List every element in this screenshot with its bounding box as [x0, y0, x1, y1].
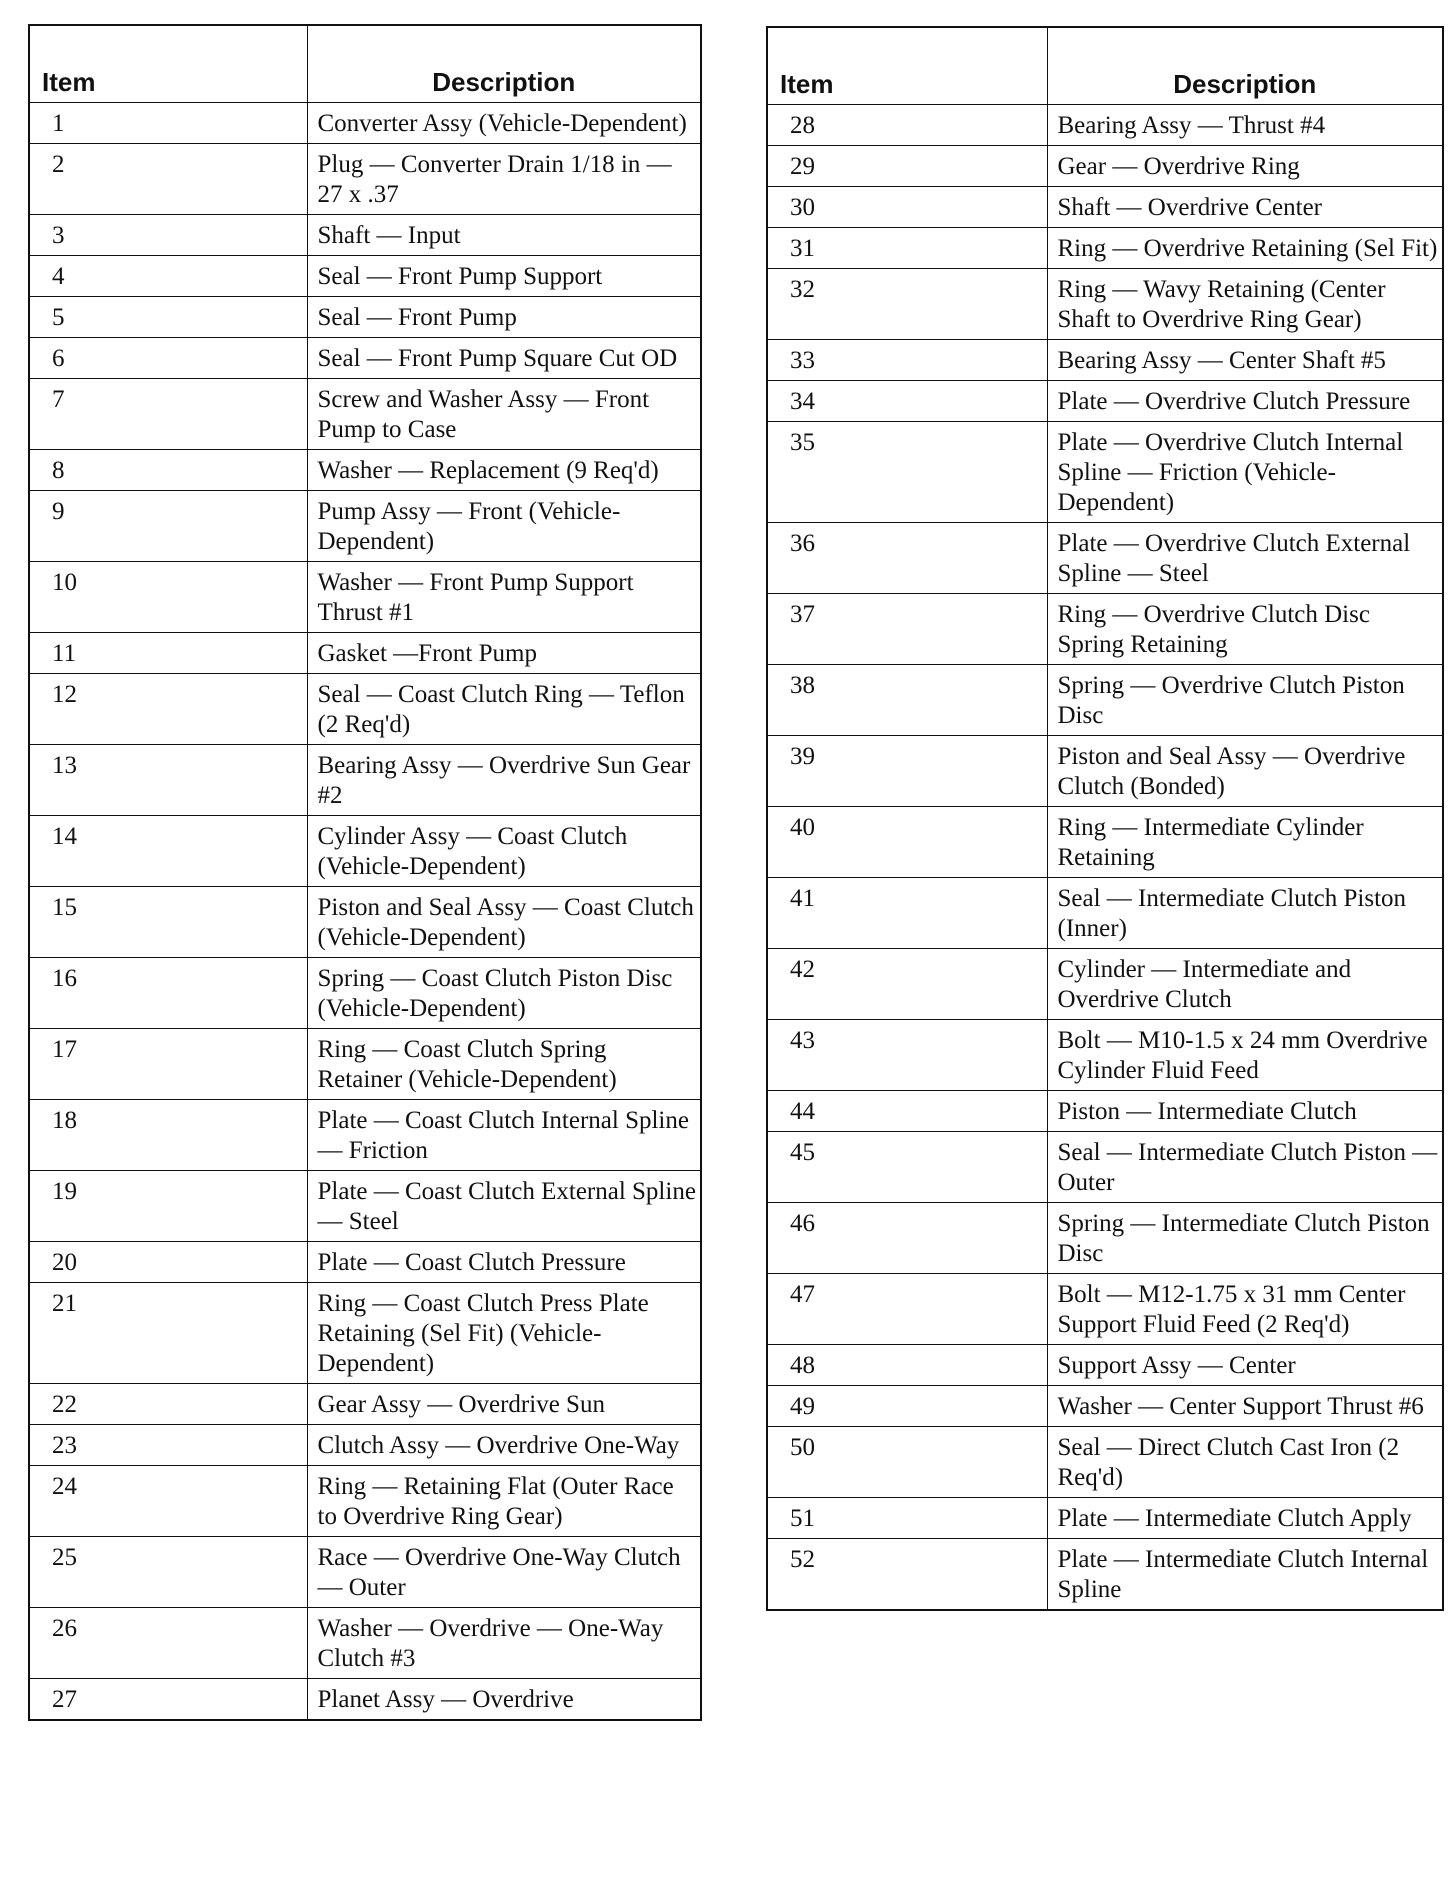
- table-row: [29, 379, 701, 450]
- item-description: Plate — Overdrive Clutch Pressure: [1047, 381, 1443, 422]
- item-number: 52: [767, 1539, 1047, 1611]
- item-description: Seal — Intermediate Clutch Piston — Outer: [1047, 1132, 1443, 1203]
- table-row: [29, 297, 701, 338]
- table-row: [29, 1242, 701, 1283]
- item-description: Plate — Intermediate Clutch Apply: [1047, 1498, 1443, 1539]
- item-description: Seal — Direct Clutch Cast Iron (2 Req'd): [1047, 1427, 1443, 1498]
- item-description: Planet Assy — Overdrive: [307, 1679, 701, 1721]
- table-row: [767, 105, 1443, 146]
- table-row: [767, 1274, 1443, 1345]
- item-description: Support Assy — Center: [1047, 1345, 1443, 1386]
- table-row: [767, 422, 1443, 523]
- item-number: 34: [767, 381, 1047, 422]
- table-row: [29, 958, 701, 1029]
- item-number: 38: [767, 665, 1047, 736]
- table-row: [767, 381, 1443, 422]
- item-number: 37: [767, 594, 1047, 665]
- item-description: Spring — Intermediate Clutch Piston Disc: [1047, 1203, 1443, 1274]
- item-number: 45: [767, 1132, 1047, 1203]
- item-number: 31: [767, 228, 1047, 269]
- item-description: Ring — Intermediate Cylinder Retaining: [1047, 807, 1443, 878]
- item-description: Ring — Overdrive Clutch Disc Spring Retaining: [1047, 594, 1443, 665]
- item-number: 10: [29, 562, 307, 633]
- item-number: 15: [29, 887, 307, 958]
- table-row: [767, 1386, 1443, 1427]
- item-column-header: Item: [29, 25, 307, 103]
- table-row: [767, 594, 1443, 665]
- item-number: 29: [767, 146, 1047, 187]
- table-row: [29, 215, 701, 256]
- item-number: 8: [29, 450, 307, 491]
- table-row: [29, 491, 701, 562]
- table-row: [767, 949, 1443, 1020]
- table-row: [767, 146, 1443, 187]
- table-row: [767, 1203, 1443, 1274]
- item-description: Cylinder — Intermediate and Overdrive Clutch: [1047, 949, 1443, 1020]
- item-number: 28: [767, 105, 1047, 146]
- item-number: 20: [29, 1242, 307, 1283]
- table-row: [29, 1029, 701, 1100]
- item-number: 44: [767, 1091, 1047, 1132]
- table-row: [29, 1100, 701, 1171]
- item-number: 21: [29, 1283, 307, 1384]
- table-row: [29, 1608, 701, 1679]
- item-description: Converter Assy (Vehicle-Dependent): [307, 103, 701, 144]
- item-description: Spring — Coast Clutch Piston Disc (Vehicle-Dependent): [307, 958, 701, 1029]
- table-row: [29, 887, 701, 958]
- item-number: 12: [29, 674, 307, 745]
- table-row: [767, 1539, 1443, 1611]
- item-number: 27: [29, 1679, 307, 1721]
- item-number: 22: [29, 1384, 307, 1425]
- item-number: 50: [767, 1427, 1047, 1498]
- item-number: 9: [29, 491, 307, 562]
- table-row: [29, 1537, 701, 1608]
- item-number: 14: [29, 816, 307, 887]
- item-number: 40: [767, 807, 1047, 878]
- item-number: 3: [29, 215, 307, 256]
- item-number: 32: [767, 269, 1047, 340]
- item-number: 1: [29, 103, 307, 144]
- item-number: 26: [29, 1608, 307, 1679]
- item-number: 36: [767, 523, 1047, 594]
- item-number: 41: [767, 878, 1047, 949]
- item-description: Seal — Front Pump Support: [307, 256, 701, 297]
- item-number: 13: [29, 745, 307, 816]
- table-row: [29, 103, 701, 144]
- table-row: [29, 256, 701, 297]
- table-row: [767, 228, 1443, 269]
- item-description: Washer — Replacement (9 Req'd): [307, 450, 701, 491]
- item-description: Shaft — Input: [307, 215, 701, 256]
- table-row: [767, 665, 1443, 736]
- table-row: [767, 187, 1443, 228]
- item-description: Gasket —Front Pump: [307, 633, 701, 674]
- table-row: [29, 1425, 701, 1466]
- item-number: 39: [767, 736, 1047, 807]
- table-row: [29, 1466, 701, 1537]
- item-number: 11: [29, 633, 307, 674]
- table-row: [767, 1427, 1443, 1498]
- item-number: 17: [29, 1029, 307, 1100]
- item-description: Ring — Coast Clutch Spring Retainer (Vehicle-Dependent): [307, 1029, 701, 1100]
- item-description: Gear — Overdrive Ring: [1047, 146, 1443, 187]
- item-description: Ring — Coast Clutch Press Plate Retaining (Sel Fit) (Vehicle-Dependent): [307, 1283, 701, 1384]
- item-description: Gear Assy — Overdrive Sun: [307, 1384, 701, 1425]
- table-row: [29, 816, 701, 887]
- item-description: Cylinder Assy — Coast Clutch (Vehicle-Dependent): [307, 816, 701, 887]
- item-number: 25: [29, 1537, 307, 1608]
- header-row: [767, 27, 1443, 105]
- item-number: 2: [29, 144, 307, 215]
- table-row: [767, 878, 1443, 949]
- item-number: 19: [29, 1171, 307, 1242]
- table-row: [767, 1020, 1443, 1091]
- item-number: 7: [29, 379, 307, 450]
- item-number: 16: [29, 958, 307, 1029]
- table-row: [29, 450, 701, 491]
- item-number: 35: [767, 422, 1047, 523]
- item-description: Pump Assy — Front (Vehicle-Dependent): [307, 491, 701, 562]
- item-column-header: Item: [767, 27, 1047, 105]
- item-description: Screw and Washer Assy — Front Pump to Case: [307, 379, 701, 450]
- table-row: [767, 340, 1443, 381]
- item-number: 23: [29, 1425, 307, 1466]
- item-description: Bearing Assy — Overdrive Sun Gear #2: [307, 745, 701, 816]
- item-description: Piston and Seal Assy — Coast Clutch (Vehicle-Dependent): [307, 887, 701, 958]
- item-number: 49: [767, 1386, 1047, 1427]
- table-row: [29, 1679, 701, 1721]
- item-description: Plate — Coast Clutch Pressure: [307, 1242, 701, 1283]
- item-description: Bearing Assy — Thrust #4: [1047, 105, 1443, 146]
- item-number: 46: [767, 1203, 1047, 1274]
- item-number: 6: [29, 338, 307, 379]
- table-row: [767, 1345, 1443, 1386]
- table-row: [29, 1283, 701, 1384]
- item-description: Clutch Assy — Overdrive One-Way: [307, 1425, 701, 1466]
- table-row: [29, 745, 701, 816]
- item-description: Seal — Coast Clutch Ring — Teflon (2 Req'd): [307, 674, 701, 745]
- item-description: Ring — Retaining Flat (Outer Race to Overdrive Ring Gear): [307, 1466, 701, 1537]
- item-number: 5: [29, 297, 307, 338]
- item-description: Plate — Coast Clutch External Spline — Steel: [307, 1171, 701, 1242]
- header-row: [29, 25, 701, 103]
- item-description: Spring — Overdrive Clutch Piston Disc: [1047, 665, 1443, 736]
- item-number: 30: [767, 187, 1047, 228]
- item-description: Plate — Overdrive Clutch Internal Spline — Friction (Vehicle-Dependent): [1047, 422, 1443, 523]
- description-column-header: Description: [1047, 27, 1443, 105]
- item-description: Washer — Front Pump Support Thrust #1: [307, 562, 701, 633]
- item-number: 4: [29, 256, 307, 297]
- table-row: [29, 144, 701, 215]
- item-number: 47: [767, 1274, 1047, 1345]
- item-description: Piston and Seal Assy — Overdrive Clutch (Bonded): [1047, 736, 1443, 807]
- item-number: 18: [29, 1100, 307, 1171]
- item-description: Seal — Front Pump Square Cut OD: [307, 338, 701, 379]
- item-description: Seal — Front Pump: [307, 297, 701, 338]
- item-number: 33: [767, 340, 1047, 381]
- item-number: 42: [767, 949, 1047, 1020]
- table-row: [767, 523, 1443, 594]
- table-row: [767, 1091, 1443, 1132]
- item-description: Plate — Intermediate Clutch Internal Spline: [1047, 1539, 1443, 1611]
- parts-table-left: [28, 24, 702, 1721]
- item-description: Ring — Overdrive Retaining (Sel Fit): [1047, 228, 1443, 269]
- item-description: Seal — Intermediate Clutch Piston (Inner): [1047, 878, 1443, 949]
- table-row: [29, 338, 701, 379]
- item-description: Piston — Intermediate Clutch: [1047, 1091, 1443, 1132]
- table-row: [29, 1171, 701, 1242]
- item-description: Shaft — Overdrive Center: [1047, 187, 1443, 228]
- item-description: Bearing Assy — Center Shaft #5: [1047, 340, 1443, 381]
- table-row: [767, 1132, 1443, 1203]
- table-row: [767, 1498, 1443, 1539]
- table-row: [767, 807, 1443, 878]
- item-description: Ring — Wavy Retaining (Center Shaft to Overdrive Ring Gear): [1047, 269, 1443, 340]
- item-description: Plate — Coast Clutch Internal Spline — Friction: [307, 1100, 701, 1171]
- table-row: [29, 562, 701, 633]
- table-row: [29, 674, 701, 745]
- table-row: [29, 1384, 701, 1425]
- item-description: Plug — Converter Drain 1/18 in — 27 x .37: [307, 144, 701, 215]
- parts-table-right: [766, 26, 1444, 1611]
- table-row: [29, 633, 701, 674]
- item-number: 43: [767, 1020, 1047, 1091]
- item-number: 24: [29, 1466, 307, 1537]
- item-number: 51: [767, 1498, 1047, 1539]
- table-row: [767, 269, 1443, 340]
- item-description: Plate — Overdrive Clutch External Spline — Steel: [1047, 523, 1443, 594]
- parts-table-body: [29, 103, 701, 1721]
- parts-table-body: [767, 105, 1443, 1611]
- item-description: Bolt — M12-1.75 x 31 mm Center Support Fluid Feed (2 Req'd): [1047, 1274, 1443, 1345]
- item-description: Washer — Overdrive — One-Way Clutch #3: [307, 1608, 701, 1679]
- item-description: Bolt — M10-1.5 x 24 mm Overdrive Cylinder Fluid Feed: [1047, 1020, 1443, 1091]
- item-description: Washer — Center Support Thrust #6: [1047, 1386, 1443, 1427]
- item-number: 48: [767, 1345, 1047, 1386]
- item-description: Race — Overdrive One-Way Clutch — Outer: [307, 1537, 701, 1608]
- description-column-header: Description: [307, 25, 701, 103]
- table-row: [767, 736, 1443, 807]
